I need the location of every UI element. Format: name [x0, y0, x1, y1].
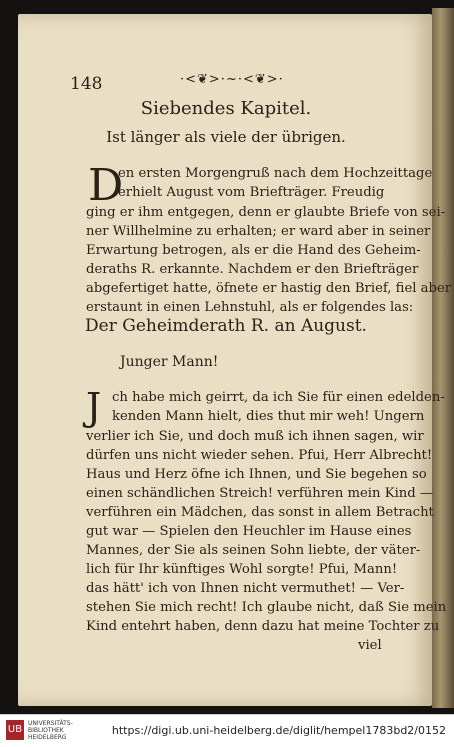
paragraph1-line: ner Willhelmine zu erhalten; er ward aber in seiner: [86, 224, 431, 239]
source-url-link[interactable]: https://digi.ub.uni-heidelberg.de/diglit/hempel1783bd2/0152: [111, 724, 446, 737]
paragraph1-line: erstaunt in einen Lehnstuhl, als er folgendes las:: [86, 300, 414, 315]
paragraph1-line: Erwartung betrogen, als er die Hand des Geheim-: [86, 243, 421, 258]
chapter-subtitle: Ist länger als viele der übrigen.: [106, 128, 346, 146]
paragraph2-line: verführen ein Mädchen, das sonst in allem Betracht: [86, 505, 434, 520]
paragraph1-line: en ersten Morgengruß nach dem Hochzeittage: [118, 166, 433, 181]
paragraph1-line: ging er ihm entgegen, denn er glaubte Briefe von sei-: [86, 205, 446, 220]
chapter-title: Siebendes Kapitel.: [140, 98, 312, 119]
paragraph2-line: lich für Ihr künftiges Wohl sorgte! Pfui, Mann!: [86, 562, 398, 577]
paragraph2-line: verlier ich Sie, und doch muß ich ihnen sagen, wir: [86, 429, 424, 444]
viewer-footer: [0, 714, 454, 747]
paragraph2-line: stehen Sie mich recht! Ich glaube nicht, daß Sie mein: [86, 600, 447, 615]
drop-cap: J: [86, 385, 102, 429]
page-number: 148: [70, 74, 103, 94]
paragraph2-line: Haus und Herz öfne ich Ihnen, und Sie begehen so: [86, 467, 427, 482]
paragraph2-line: gut war — Spielen den Heuchler im Hause eines: [86, 524, 412, 539]
library-logo-icon[interactable]: UB: [6, 720, 24, 740]
header-ornament: ·<❦>·~·<❦>·: [180, 72, 284, 87]
paragraph2-line: dürfen uns nicht wieder sehen. Pfui, Herr Albrecht!: [86, 448, 433, 463]
letter-salutation: Junger Mann!: [120, 354, 219, 370]
paragraph1-line: erhielt August vom Briefträger. Freudig: [118, 185, 385, 200]
letter-heading: Der Geheimderath R. an August.: [85, 316, 367, 336]
drop-cap: D: [88, 160, 124, 211]
paragraph1-line: deraths R. erkannte. Nachdem er den Briefträger: [86, 262, 419, 277]
paragraph2-line: kenden Mann hielt, dies thut mir weh! Ungern: [112, 409, 425, 424]
catchword: viel: [358, 638, 382, 653]
paragraph2-line: einen schändlichen Streich! verführen mein Kind —: [86, 486, 434, 501]
paragraph2-line: ch habe mich geirrt, da ich Sie für einen edelden-: [112, 390, 445, 405]
library-logo-text: UNIVERSITÄTS- BIBLIOTHEK HEIDELBERG: [28, 720, 73, 741]
paragraph2-line: das hätt' ich von Ihnen nicht vermuthet! — Ver-: [86, 581, 405, 596]
paragraph1-line: abgefertiget hatte, öfnete er hastig den Brief, fiel aber: [86, 281, 452, 296]
paragraph2-line: Kind entehrt haben, denn dazu hat meine Tochter zu: [86, 619, 440, 634]
paragraph2-line: Mannes, der Sie als seinen Sohn liebte, der väter-: [86, 543, 421, 558]
